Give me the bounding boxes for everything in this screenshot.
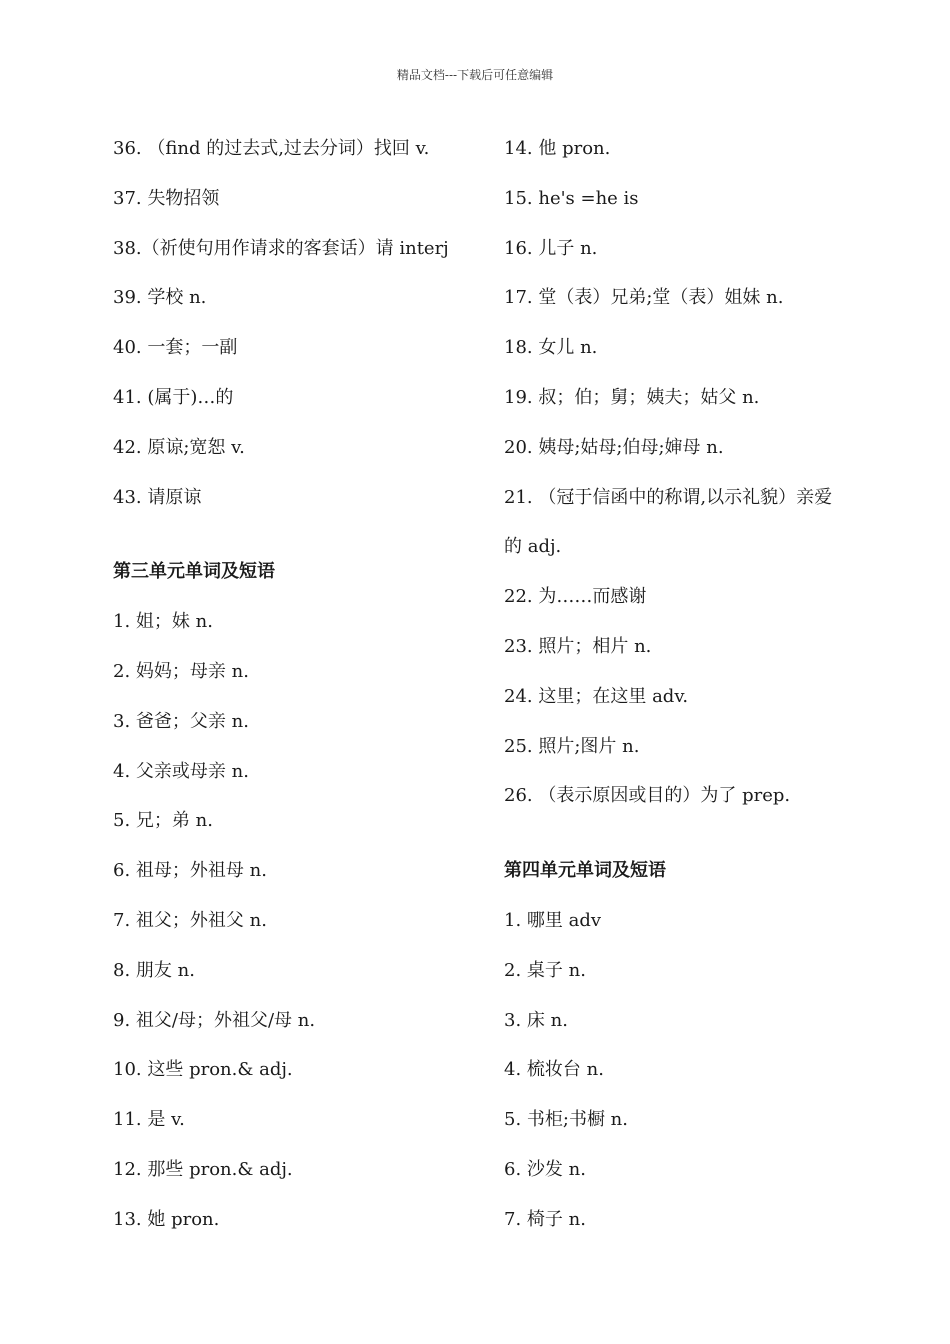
vocab-item: 10. 这些 pron.& adj. [113, 1059, 293, 1081]
vocab-item: 22. 为……而感谢 [504, 586, 647, 608]
vocab-item: 41. (属于)…的 [113, 386, 234, 408]
vocab-item: 4. 梳妆台 n. [504, 1059, 604, 1081]
vocab-item: 23. 照片；相片 n. [504, 635, 652, 657]
vocab-item: 3. 爸爸；父亲 n. [113, 710, 249, 732]
vocab-item: 7. 椅子 n. [504, 1208, 586, 1230]
vocab-item: 6. 祖母；外祖母 n. [113, 860, 267, 882]
vocab-item: 5. 书柜;书橱 n. [504, 1109, 628, 1131]
vocab-item: 40. 一套；一副 [113, 337, 238, 359]
vocab-item: 18. 女儿 n. [504, 337, 598, 359]
vocab-item: 24. 这里；在这里 adv. [504, 685, 689, 707]
vocab-item: 26. （表示原因或目的）为了 prep. [504, 785, 791, 807]
vocab-item: 43. 请原谅 [113, 486, 202, 508]
section-title-unit-3: 第三单元单词及短语 [113, 561, 275, 583]
vocab-item: 2. 妈妈；母亲 n. [113, 660, 249, 682]
page-header: 精品文档---下载后可任意编辑 [396, 68, 554, 82]
vocab-item: 1. 姐；妹 n. [113, 611, 213, 633]
vocab-item: 4. 父亲或母亲 n. [113, 760, 249, 782]
vocab-item: 17. 堂（表）兄弟;堂（表）姐妹 n. [504, 287, 784, 309]
vocab-item: 39. 学校 n. [113, 287, 207, 309]
vocab-item: 9. 祖父/母；外祖父/母 n. [113, 1009, 316, 1031]
section-gap [113, 524, 483, 549]
vocab-item: 6. 沙发 n. [504, 1158, 586, 1180]
vocab-item: 16. 儿子 n. [504, 237, 598, 259]
vocab-item: 14. 他 pron. [504, 138, 611, 159]
vocab-item: 21. （冠于信函中的称谓,以示礼貌）亲爱 [504, 486, 833, 508]
section-gap [504, 823, 874, 848]
vocab-item: 3. 床 n. [504, 1009, 568, 1031]
vocab-item: 36. （find 的过去式,过去分词）找回 v. [113, 138, 430, 159]
vocab-item: 15. he's =he is [504, 187, 639, 209]
vocab-item: 38.（祈使句用作请求的客套话）请 interj [113, 237, 449, 259]
vocab-item: 7. 祖父；外祖父 n. [113, 909, 267, 931]
vocab-item: 2. 桌子 n. [504, 959, 586, 981]
vocab-item: 1. 哪里 adv [504, 909, 602, 931]
vocab-item: 13. 她 pron. [113, 1208, 220, 1230]
vocab-item: 42. 原谅;宽恕 v. [113, 436, 245, 458]
section-title-unit-4: 第四单元单词及短语 [504, 860, 666, 882]
left-column [113, 126, 483, 1247]
vocab-item: 12. 那些 pron.& adj. [113, 1158, 293, 1180]
vocab-item: 11. 是 v. [113, 1109, 185, 1131]
vocab-item: 5. 兄；弟 n. [113, 810, 213, 832]
vocab-item: 19. 叔；伯；舅；姨夫；姑父 n. [504, 386, 760, 408]
vocab-item: 20. 姨母;姑母;伯母;婶母 n. [504, 436, 724, 458]
vocab-item: 37. 失物招领 [113, 187, 220, 209]
vocab-item: 8. 朋友 n. [113, 959, 195, 981]
vocab-item-continuation: 的 adj. [504, 536, 562, 558]
right-column [504, 126, 874, 1247]
vocab-item: 25. 照片;图片 n. [504, 735, 640, 757]
